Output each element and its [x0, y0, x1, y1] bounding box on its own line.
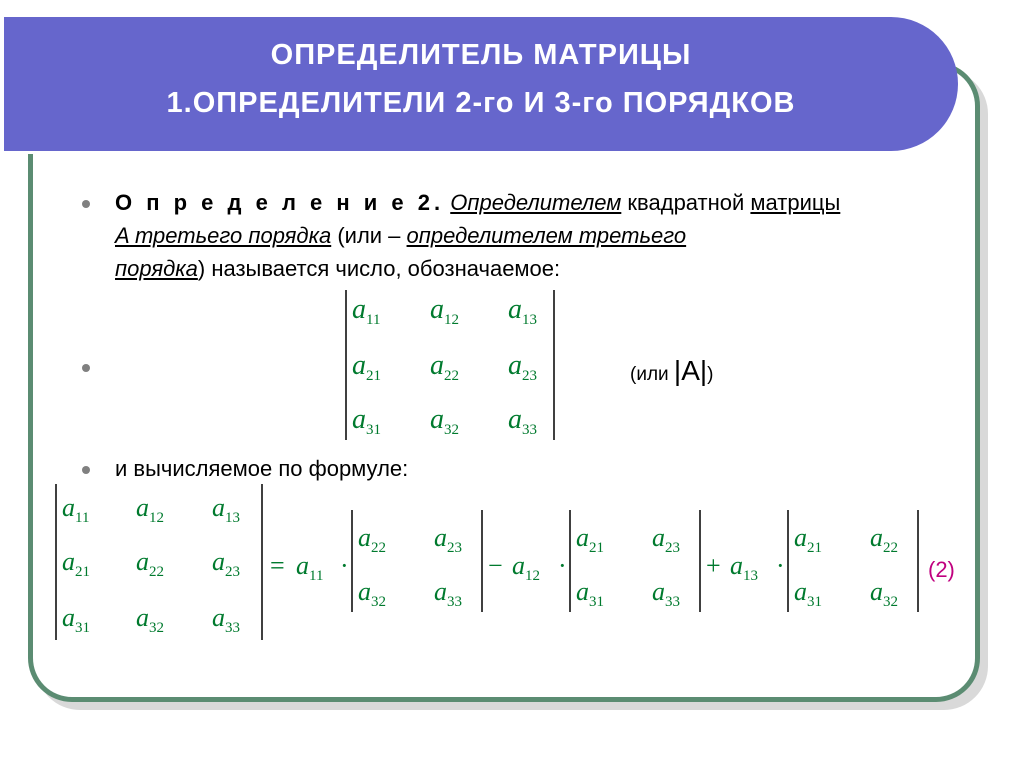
matrix-entry: $a_{33}$	[508, 404, 537, 438]
matrix-subscript: 13	[743, 568, 758, 584]
bullet-icon	[82, 466, 90, 474]
matrix-subscript: 23	[447, 540, 462, 556]
definition-term: определителем третьего	[406, 223, 687, 248]
matrix-entry: $a_{21}$	[794, 523, 822, 556]
matrix-entry: $a_{31}$	[62, 603, 90, 636]
determinant-3x3	[340, 286, 570, 446]
matrix-entry: $a_{12}$	[430, 294, 459, 328]
matrix-subscript: 33	[225, 620, 240, 636]
formula-operator: ·	[558, 551, 567, 580]
matrix-subscript: 23	[225, 564, 240, 580]
matrix-subscript: 33	[665, 594, 680, 610]
matrix-entry: $a_{33}$	[212, 603, 240, 636]
matrix-entry: $a_{23}$	[652, 523, 680, 556]
formula-operator: ·	[340, 551, 349, 580]
matrix-entry: $a_{21}$	[576, 523, 604, 556]
matrix-subscript: 13	[225, 510, 240, 526]
matrix-entry: $a_{31}$	[794, 577, 822, 610]
matrix-subscript: 13	[522, 312, 537, 328]
matrix-entry: $a_{22}$	[358, 523, 386, 556]
matrix-entry: $a_{31}$	[576, 577, 604, 610]
definition-paragraph	[115, 186, 975, 285]
matrix-entry: $a_{32}$	[358, 577, 386, 610]
definition-term: Определителем	[450, 190, 622, 215]
notation-prefix: (или	[630, 364, 674, 385]
notation-suffix: )	[707, 364, 714, 385]
matrix-entry: $a_{13}$	[508, 294, 537, 328]
matrix-entry: $a_{21}$	[352, 350, 381, 384]
matrix-entry: $a_{12}$	[136, 493, 164, 526]
bullet-icon	[82, 364, 90, 372]
matrix-entry: $a_{22}$	[136, 547, 164, 580]
title-line-2: 1.ОПРЕДЕЛИТЕЛИ 2-го И 3-го ПОРЯДКОВ	[166, 87, 796, 119]
matrix-subscript: 21	[75, 564, 90, 580]
title-line-1: ОПРЕДЕЛИТЕЛЬ МАТРИЦЫ	[270, 39, 692, 71]
matrix-entry: $a_{23}$	[212, 547, 240, 580]
matrix-subscript: 12	[444, 312, 459, 328]
matrix-subscript: 32	[444, 422, 459, 438]
matrix-subscript: 32	[371, 594, 386, 610]
definition-term: A третьего порядка	[115, 223, 332, 248]
expansion-formula	[50, 480, 930, 650]
matrix-subscript: 22	[149, 564, 164, 580]
matrix-subscript: 12	[525, 568, 540, 584]
definition-text: ) называется число, обозначаемое:	[197, 256, 561, 281]
matrix-subscript: 23	[665, 540, 680, 556]
matrix-entry: $a_{22}$	[870, 523, 898, 556]
matrix-entry: $a_{13}$	[212, 493, 240, 526]
title-bar	[4, 17, 958, 151]
matrix-entry: $a_{13}$	[730, 551, 758, 584]
definition-text: (или –	[331, 223, 407, 248]
definition-text: квадратной	[621, 190, 751, 215]
definition-label: О п р е д е л е н и е 2.	[115, 190, 445, 215]
matrix-subscript: 23	[522, 368, 537, 384]
matrix-subscript: 31	[75, 620, 90, 636]
matrix-entry: $a_{33}$	[434, 577, 462, 610]
matrix-subscript: 21	[807, 540, 822, 556]
matrix-subscript: 22	[371, 540, 386, 556]
matrix-subscript: 11	[75, 510, 90, 526]
matrix-subscript: 31	[807, 594, 822, 610]
formula-operator: +	[706, 551, 721, 580]
matrix-subscript: 22	[444, 368, 459, 384]
formula-number: (2)	[928, 557, 955, 582]
formula-operator: ·	[776, 551, 785, 580]
matrix-subscript: 31	[589, 594, 604, 610]
matrix-entry: $a_{11}$	[296, 551, 324, 584]
bullet-icon	[82, 200, 90, 208]
title-underline	[8, 151, 912, 154]
matrix-subscript: 31	[366, 422, 381, 438]
formula-operator: −	[488, 551, 503, 580]
matrix-subscript: 33	[447, 594, 462, 610]
matrix-entry: $a_{32}$	[136, 603, 164, 636]
matrix-entry: $a_{33}$	[652, 577, 680, 610]
matrix-subscript: 21	[589, 540, 604, 556]
definition-term: порядка	[115, 256, 198, 281]
matrix-subscript: 32	[883, 594, 898, 610]
matrix-subscript: 32	[149, 620, 164, 636]
matrix-subscript: 11	[366, 312, 381, 328]
matrix-entry: $a_{21}$	[62, 547, 90, 580]
matrix-subscript: 11	[309, 568, 324, 584]
matrix-subscript: 21	[366, 368, 381, 384]
matrix-entry: $a_{23}$	[434, 523, 462, 556]
matrix-subscript: 12	[149, 510, 164, 526]
definition-term: матрицы	[750, 190, 841, 215]
matrix-entry: $a_{22}$	[430, 350, 459, 384]
formula-intro: и вычисляемое по формуле:	[115, 456, 409, 481]
notation-note	[630, 355, 713, 387]
notation-symbol: |A|	[673, 355, 708, 386]
matrix-entry: $a_{32}$	[870, 577, 898, 610]
matrix-entry: $a_{32}$	[430, 404, 459, 438]
matrix-subscript: 33	[522, 422, 537, 438]
matrix-entry: $a_{23}$	[508, 350, 537, 384]
formula-operator: =	[270, 551, 285, 580]
matrix-entry: $a_{11}$	[62, 493, 90, 526]
matrix-subscript: 22	[883, 540, 898, 556]
matrix-entry: $a_{12}$	[512, 551, 540, 584]
matrix-entry: $a_{11}$	[352, 294, 381, 328]
matrix-entry: $a_{31}$	[352, 404, 381, 438]
